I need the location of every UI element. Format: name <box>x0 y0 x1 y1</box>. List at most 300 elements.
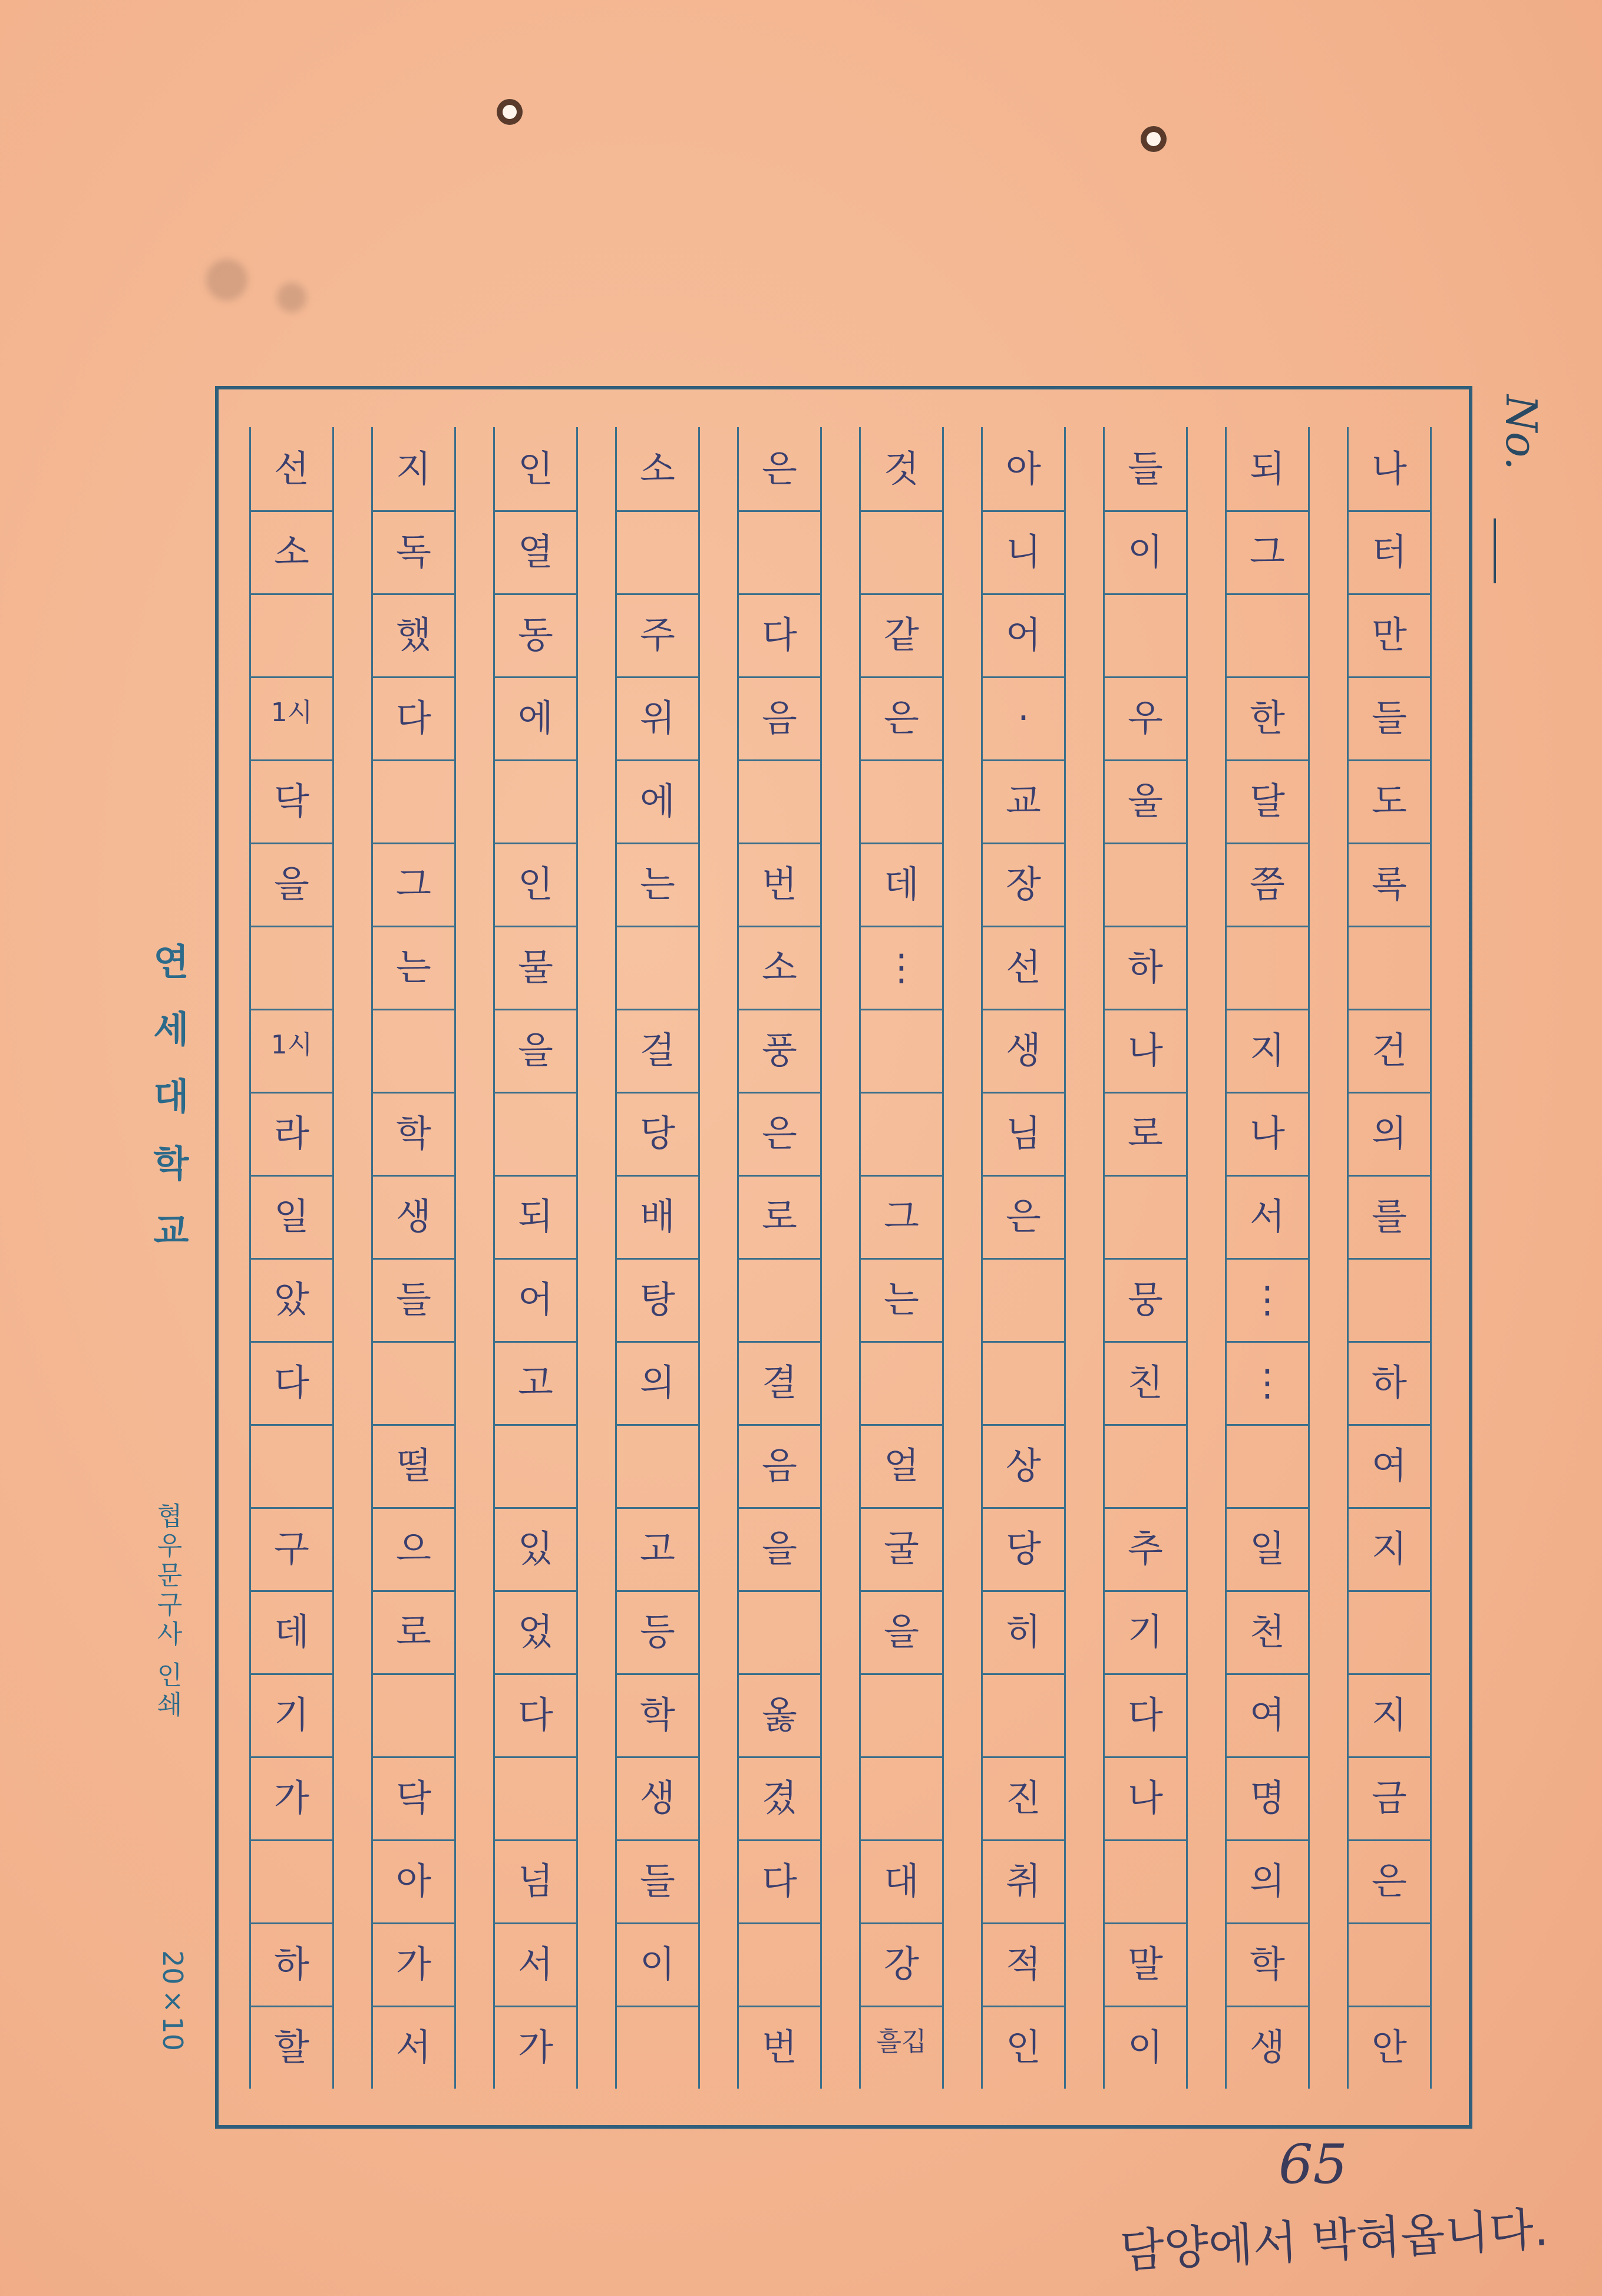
cell-divider <box>617 1673 698 1675</box>
manuscript-cell: 걸 <box>640 1028 675 1072</box>
manuscript-cell: 울 <box>1128 779 1163 822</box>
cell-divider <box>1105 926 1186 927</box>
cell-divider <box>1349 1673 1430 1675</box>
cell-divider <box>251 843 332 844</box>
cell-divider <box>251 1258 332 1260</box>
cell-divider <box>983 2006 1064 2007</box>
cell-divider <box>495 759 576 761</box>
cell-divider <box>1349 1590 1430 1592</box>
cell-divider <box>1227 1092 1308 1094</box>
cell-divider <box>1349 2006 1430 2007</box>
cell-divider <box>617 510 698 512</box>
manuscript-cell: 일 <box>274 1194 309 1238</box>
cell-divider <box>1349 1507 1430 1509</box>
manuscript-cell: 명 <box>1250 1776 1285 1819</box>
cell-divider <box>1227 1756 1308 1758</box>
cell-divider <box>1105 1424 1186 1426</box>
manuscript-cell: 도 <box>1372 779 1407 822</box>
cell-divider <box>373 1756 454 1758</box>
cell-divider <box>251 593 332 595</box>
cell-divider <box>617 843 698 844</box>
cell-divider <box>861 1258 942 1260</box>
cell-divider <box>1227 759 1308 761</box>
manuscript-cell: 등 <box>640 1610 675 1653</box>
manuscript-cell: 어 <box>518 1277 553 1321</box>
cell-divider <box>251 1839 332 1841</box>
cell-divider <box>1349 510 1430 512</box>
cell-divider <box>861 1507 942 1509</box>
cell-divider <box>1227 1673 1308 1675</box>
cell-divider <box>373 1341 454 1343</box>
manuscript-cell: 1시 <box>270 697 313 728</box>
cell-divider <box>739 759 820 761</box>
cell-divider <box>861 2006 942 2007</box>
manuscript-cell: 여 <box>1372 1443 1407 1487</box>
cell-divider <box>251 1092 332 1094</box>
manuscript-cell: 생 <box>640 1776 675 1819</box>
cell-divider <box>251 1507 332 1509</box>
cell-divider <box>251 759 332 761</box>
cell-divider <box>495 843 576 844</box>
cell-divider <box>373 510 454 512</box>
cell-divider <box>495 1092 576 1094</box>
cell-divider <box>739 510 820 512</box>
manuscript-cell: 서 <box>1250 1194 1285 1238</box>
manuscript-cell: 지 <box>1372 1693 1407 1736</box>
manuscript-cell: 흘깁 <box>876 2026 927 2057</box>
cell-divider <box>739 1922 820 1924</box>
manuscript-cell: 교 <box>1006 779 1041 822</box>
manuscript-cell: 그 <box>884 1194 919 1238</box>
cell-divider <box>617 1839 698 1841</box>
manuscript-cell: 넘 <box>518 1859 553 1902</box>
manuscript-cell: 것 <box>884 447 919 490</box>
cell-divider <box>739 1175 820 1177</box>
cell-divider <box>1227 1507 1308 1509</box>
manuscript-cell: 장 <box>1006 862 1041 906</box>
cell-divider <box>739 1258 820 1260</box>
cell-divider <box>1349 676 1430 678</box>
cell-divider <box>983 759 1064 761</box>
cell-divider <box>1227 1590 1308 1592</box>
cell-divider <box>373 1507 454 1509</box>
cell-divider <box>251 510 332 512</box>
manuscript-cell: 인 <box>1006 2025 1041 2069</box>
paper-stain <box>277 283 306 312</box>
cell-divider <box>617 1756 698 1758</box>
manuscript-cell: 쯤 <box>1250 862 1285 906</box>
cell-divider <box>495 1922 576 1924</box>
manuscript-cell: 은 <box>1372 1859 1407 1902</box>
cell-divider <box>861 843 942 844</box>
cell-divider <box>373 1424 454 1426</box>
cell-divider <box>983 1756 1064 1758</box>
cell-divider <box>617 676 698 678</box>
handwritten-footnote: 담양에서 박혀옵니다. <box>1118 2203 1550 2278</box>
manuscript-cell: 독 <box>396 530 431 573</box>
cell-divider <box>251 926 332 927</box>
cell-divider <box>1227 1839 1308 1841</box>
manuscript-cell: 지 <box>1250 1028 1285 1072</box>
cell-divider <box>1349 1756 1430 1758</box>
manuscript-cell: 음 <box>762 696 797 739</box>
cell-divider <box>861 510 942 512</box>
cell-divider <box>983 1839 1064 1841</box>
manuscript-cell: 안 <box>1372 2025 1407 2069</box>
cell-divider <box>739 2006 820 2007</box>
manuscript-cell: 학 <box>640 1693 675 1736</box>
manuscript-cell: 데 <box>274 1610 309 1653</box>
manuscript-cell: 굴 <box>884 1527 919 1570</box>
cell-divider <box>1105 759 1186 761</box>
cell-divider <box>739 1009 820 1010</box>
manuscript-cell: 의 <box>1372 1111 1407 1155</box>
cell-divider <box>739 1341 820 1343</box>
manuscript-cell: 는 <box>884 1277 919 1321</box>
manuscript-cell: 나 <box>1250 1111 1285 1155</box>
manuscript-cell: 터 <box>1372 530 1407 573</box>
manuscript-column <box>371 427 456 2089</box>
manuscript-cell: 추 <box>1128 1527 1163 1570</box>
manuscript-cell: 이 <box>640 1942 675 1986</box>
manuscript-cell: ⋮ <box>883 945 920 989</box>
manuscript-cell: 데 <box>884 862 919 906</box>
manuscript-cell: 로 <box>1128 1111 1163 1155</box>
manuscript-cell: 결 <box>762 1360 797 1404</box>
manuscript-cell: 강 <box>884 1942 919 1986</box>
manuscript-cell: 아 <box>396 1859 431 1902</box>
cell-divider <box>983 1258 1064 1260</box>
manuscript-cell: 의 <box>640 1360 675 1404</box>
manuscript-cell: 위 <box>640 696 675 739</box>
manuscript-cell: 라 <box>274 1111 309 1155</box>
cell-divider <box>1105 2006 1186 2007</box>
cell-divider <box>495 676 576 678</box>
cell-divider <box>373 676 454 678</box>
manuscript-cell: 말 <box>1128 1942 1163 1986</box>
manuscript-cell: ⋮ <box>1249 1277 1286 1321</box>
cell-divider <box>373 1922 454 1924</box>
manuscript-cell: 달 <box>1250 779 1285 822</box>
manuscript-cell: 같 <box>884 613 919 656</box>
cell-divider <box>1105 676 1186 678</box>
manuscript-cell: 옳 <box>762 1693 797 1736</box>
cell-divider <box>373 759 454 761</box>
manuscript-cell: 지 <box>396 447 431 490</box>
manuscript-cell: 되 <box>1250 447 1285 490</box>
cell-divider <box>373 1258 454 1260</box>
cell-divider <box>1227 1341 1308 1343</box>
page-number: 65 <box>1279 2133 1348 2196</box>
manuscript-cell: 하 <box>1372 1360 1407 1404</box>
manuscript-column <box>249 427 334 2089</box>
manuscript-cell: 학 <box>396 1111 431 1155</box>
cell-divider <box>1105 1092 1186 1094</box>
punch-hole-left <box>497 99 523 125</box>
cell-divider <box>739 1673 820 1675</box>
cell-divider <box>373 926 454 927</box>
cell-divider <box>495 1756 576 1758</box>
cell-divider <box>739 676 820 678</box>
manuscript-cell: · <box>1018 696 1029 739</box>
manuscript-column <box>1103 427 1188 2089</box>
cell-divider <box>251 1922 332 1924</box>
manuscript-cell: 뭉 <box>1128 1277 1163 1321</box>
cell-divider <box>1105 1673 1186 1675</box>
cell-divider <box>373 1590 454 1592</box>
cell-divider <box>1227 593 1308 595</box>
manuscript-cell: 되 <box>518 1194 553 1238</box>
manuscript-cell: 로 <box>396 1610 431 1653</box>
manuscript-cell: 친 <box>1128 1360 1163 1404</box>
manuscript-cell: 취 <box>1006 1859 1041 1902</box>
cell-divider <box>373 1175 454 1177</box>
manuscript-cell: 었 <box>518 1610 553 1653</box>
cell-divider <box>1349 843 1430 844</box>
cell-divider <box>373 1009 454 1010</box>
cell-divider <box>1105 1009 1186 1010</box>
manuscript-cell: 1시 <box>270 1029 313 1060</box>
manuscript-cell: 인 <box>518 447 553 490</box>
manuscript-cell: 음 <box>762 1443 797 1487</box>
cell-divider <box>1227 1175 1308 1177</box>
manuscript-cell: 번 <box>762 2025 797 2069</box>
manuscript-cell: 생 <box>396 1194 431 1238</box>
manuscript-cell: 고 <box>640 1527 675 1570</box>
manuscript-cell: 그 <box>396 862 431 906</box>
manuscript-cell: 나 <box>1372 447 1407 490</box>
cell-divider <box>983 510 1064 512</box>
manuscript-cell: 배 <box>640 1194 675 1238</box>
manuscript-cell: 학 <box>1250 1942 1285 1986</box>
manuscript-cell: 지 <box>1372 1527 1407 1570</box>
cell-divider <box>495 1009 576 1010</box>
manuscript-cell: 고 <box>518 1360 553 1404</box>
cell-divider <box>617 1341 698 1343</box>
cell-divider <box>1227 510 1308 512</box>
cell-divider <box>983 1424 1064 1426</box>
manuscript-column <box>1347 427 1432 2089</box>
cell-divider <box>861 1756 942 1758</box>
cell-divider <box>495 1258 576 1260</box>
cell-divider <box>251 1673 332 1675</box>
manuscript-cell: 탕 <box>640 1277 675 1321</box>
paper-stain <box>206 259 247 300</box>
cell-divider <box>251 1424 332 1426</box>
cell-divider <box>739 1424 820 1426</box>
cell-divider <box>373 1839 454 1841</box>
cell-divider <box>1349 1922 1430 1924</box>
cell-divider <box>495 1341 576 1343</box>
manuscript-cell: 풍 <box>762 1028 797 1072</box>
cell-divider <box>983 593 1064 595</box>
manuscript-cell: 을 <box>762 1527 797 1570</box>
manuscript-cell: 이 <box>1128 2025 1163 2069</box>
cell-divider <box>861 1175 942 1177</box>
manuscript-cell: 가 <box>518 2025 553 2069</box>
no-label: No. <box>1497 395 1546 470</box>
manuscript-cell: 을 <box>518 1028 553 1072</box>
cell-divider <box>373 2006 454 2007</box>
manuscript-cell: 님 <box>1006 1111 1041 1155</box>
cell-divider <box>739 1507 820 1509</box>
cell-divider <box>739 593 820 595</box>
manuscript-cell: 했 <box>396 613 431 656</box>
manuscript-cell: 니 <box>1006 530 1041 573</box>
cell-divider <box>495 593 576 595</box>
manuscript-cell: 서 <box>518 1942 553 1986</box>
manuscript-sheet <box>215 386 1476 2130</box>
manuscript-cell: 진 <box>1006 1776 1041 1819</box>
cell-divider <box>1349 759 1430 761</box>
manuscript-cell: 대 <box>884 1859 919 1902</box>
manuscript-column <box>859 427 944 2089</box>
manuscript-cell: 서 <box>396 2025 431 2069</box>
manuscript-cell: 천 <box>1250 1610 1285 1653</box>
cell-divider <box>983 1507 1064 1509</box>
manuscript-cell: 하 <box>1128 945 1163 989</box>
manuscript-cell: 이 <box>1128 530 1163 573</box>
cell-divider <box>251 2006 332 2007</box>
cell-divider <box>1349 926 1430 927</box>
cell-divider <box>617 2006 698 2007</box>
cell-divider <box>617 1590 698 1592</box>
manuscript-cell: 로 <box>762 1194 797 1238</box>
manuscript-cell: 떨 <box>396 1443 431 1487</box>
manuscript-cell: 는 <box>640 862 675 906</box>
cell-divider <box>983 676 1064 678</box>
cell-divider <box>739 1756 820 1758</box>
cell-divider <box>1105 593 1186 595</box>
manuscript-cell: 그 <box>1250 530 1285 573</box>
manuscript-cell: 았 <box>274 1277 309 1321</box>
cell-divider <box>617 1092 698 1094</box>
manuscript-cell: 다 <box>518 1693 553 1736</box>
manuscript-cell: 동 <box>518 613 553 656</box>
cell-divider <box>1105 510 1186 512</box>
cell-divider <box>861 1673 942 1675</box>
cell-divider <box>861 1424 942 1426</box>
manuscript-cell: 은 <box>1006 1194 1041 1238</box>
cell-divider <box>739 1839 820 1841</box>
cell-divider <box>617 1258 698 1260</box>
cell-divider <box>1105 1507 1186 1509</box>
cell-divider <box>617 759 698 761</box>
manuscript-cell: 번 <box>762 862 797 906</box>
cell-divider <box>1349 1341 1430 1343</box>
cell-divider <box>1349 1009 1430 1010</box>
cell-divider <box>1227 1009 1308 1010</box>
manuscript-cell: 생 <box>1006 1028 1041 1072</box>
manuscript-cell: 들 <box>1372 696 1407 739</box>
manuscript-cell: 다 <box>396 696 431 739</box>
cell-divider <box>861 593 942 595</box>
cell-divider <box>251 1590 332 1592</box>
manuscript-cell: 아 <box>1006 447 1041 490</box>
cell-divider <box>1105 1590 1186 1592</box>
manuscript-column <box>493 427 578 2089</box>
cell-divider <box>495 926 576 927</box>
manuscript-cell: 선 <box>274 447 309 490</box>
cell-divider <box>1105 1175 1186 1177</box>
cell-divider <box>373 1092 454 1094</box>
cell-divider <box>1105 1756 1186 1758</box>
manuscript-cell: 히 <box>1006 1610 1041 1653</box>
cell-divider <box>1227 1258 1308 1260</box>
cell-divider <box>1105 1258 1186 1260</box>
manuscript-cell: 다 <box>1128 1693 1163 1736</box>
manuscript-column <box>1225 427 1310 2089</box>
cell-divider <box>983 1341 1064 1343</box>
manuscript-cell: 가 <box>396 1942 431 1986</box>
cell-divider <box>495 1673 576 1675</box>
manuscript-cell: 소 <box>762 945 797 989</box>
cell-divider <box>251 1009 332 1010</box>
manuscript-cell: 물 <box>518 945 553 989</box>
cell-divider <box>1349 1258 1430 1260</box>
cell-divider <box>861 926 942 927</box>
manuscript-cell: 에 <box>640 779 675 822</box>
manuscript-cell: 일 <box>1250 1527 1285 1570</box>
cell-divider <box>617 1424 698 1426</box>
manuscript-cell: 겼 <box>762 1776 797 1819</box>
manuscript-cell: 소 <box>274 530 309 573</box>
manuscript-cell: 를 <box>1372 1194 1407 1238</box>
printer-credit: 협우문구사 인쇄 <box>152 1502 182 1720</box>
cell-divider <box>617 1009 698 1010</box>
cell-divider <box>495 1507 576 1509</box>
cell-divider <box>861 1092 942 1094</box>
cell-divider <box>739 843 820 844</box>
manuscript-cell: 는 <box>396 945 431 989</box>
manuscript-cell: 닥 <box>274 779 309 822</box>
manuscript-cell: 당 <box>640 1111 675 1155</box>
manuscript-cell: 기 <box>1128 1610 1163 1653</box>
manuscript-cell: 록 <box>1372 862 1407 906</box>
manuscript-cell: 당 <box>1006 1527 1041 1570</box>
cell-divider <box>1349 1839 1430 1841</box>
cell-divider <box>983 843 1064 844</box>
cell-divider <box>495 1839 576 1841</box>
manuscript-cell: 을 <box>274 862 309 906</box>
cell-divider <box>1105 1922 1186 1924</box>
manuscript-cell: 에 <box>518 696 553 739</box>
manuscript-cell: 은 <box>762 447 797 490</box>
manuscript-cell: 건 <box>1372 1028 1407 1072</box>
cell-divider <box>495 1590 576 1592</box>
manuscript-cell: 나 <box>1128 1776 1163 1819</box>
manuscript-cell: 얼 <box>884 1443 919 1487</box>
manuscript-cell: 들 <box>1128 447 1163 490</box>
manuscript-cell: 나 <box>1128 1028 1163 1072</box>
cell-divider <box>617 926 698 927</box>
cell-divider <box>861 1009 942 1010</box>
manuscript-cell: 금 <box>1372 1776 1407 1819</box>
manuscript-cell: 들 <box>640 1859 675 1902</box>
cell-divider <box>1105 843 1186 844</box>
manuscript-cell: 우 <box>1128 696 1163 739</box>
cell-divider <box>861 1590 942 1592</box>
manuscript-cell: 으 <box>396 1527 431 1570</box>
cell-divider <box>983 1590 1064 1592</box>
manuscript-cell: 여 <box>1250 1693 1285 1736</box>
cell-divider <box>1349 1175 1430 1177</box>
manuscript-cell: 열 <box>518 530 553 573</box>
cell-divider <box>1105 1341 1186 1343</box>
manuscript-cell: 들 <box>396 1277 431 1321</box>
manuscript-cell: 기 <box>274 1693 309 1736</box>
manuscript-cell: 만 <box>1372 613 1407 656</box>
